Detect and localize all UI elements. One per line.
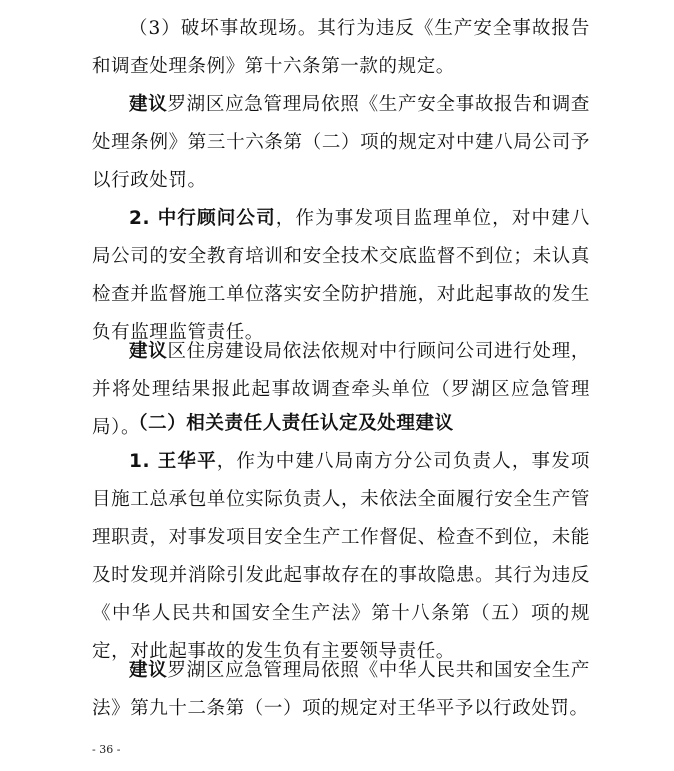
- paragraph-destroy-scene: [92, 10, 590, 86]
- paragraph-responsible-person: [92, 443, 590, 671]
- paragraph-text: ，作为事发项目监理单位，对中建八局公司的安全教育培训和安全技术交底监督不到位；未认真检查并监督施工单位落实安全防护措施，对此起事故的发生负有监理监管责任。: [92, 208, 590, 343]
- paragraph-recommendation-company: [92, 86, 590, 200]
- page-number: - 36 -: [92, 743, 121, 756]
- section-heading: （二）相关责任人责任认定及处理建议: [129, 413, 454, 434]
- recommendation-label: 建议: [129, 341, 168, 362]
- paragraph-text: 罗湖区应急管理局依照《生产安全事故报告和调查处理条例》第三十六条第（二）项的规定对中建八局公司予以行政处罚。: [92, 94, 591, 191]
- person-label: 1. 王华平: [129, 451, 217, 472]
- recommendation-label: 建议: [129, 660, 168, 681]
- paragraph-text: ，作为中建八局南方分公司负责人，事发项目施工总承包单位实际负责人，未依法全面履行安全生产管理职责，对事发项目安全生产工作督促、检查不到位，未能及时发现并消除引发此起事故存在的事故隐患。其行为违反《中华人民共和国安全生产法》第十八条第（五）项的规定，对此起事故的发生负有主要领导责任。: [92, 451, 590, 662]
- entity-label: 2. 中行顾问公司: [129, 208, 276, 229]
- paragraph-text: 区住房建设局依法依规对中行顾问公司进行处理，并将处理结果报此起事故调查牵头单位（罗湖区应急管理局）。: [92, 341, 591, 438]
- paragraph-supervision-company: [92, 200, 590, 352]
- paragraph-recommendation-person: [92, 652, 590, 728]
- paragraph-text: （3）破坏事故现场。其行为违反《生产安全事故报告和调查处理条例》第十六条第一款的规定。: [92, 18, 590, 77]
- recommendation-label: 建议: [129, 94, 168, 115]
- paragraph-text: 罗湖区应急管理局依照《中华人民共和国安全生产法》第九十二条第（一）项的规定对王华平予以行政处罚。: [92, 660, 591, 719]
